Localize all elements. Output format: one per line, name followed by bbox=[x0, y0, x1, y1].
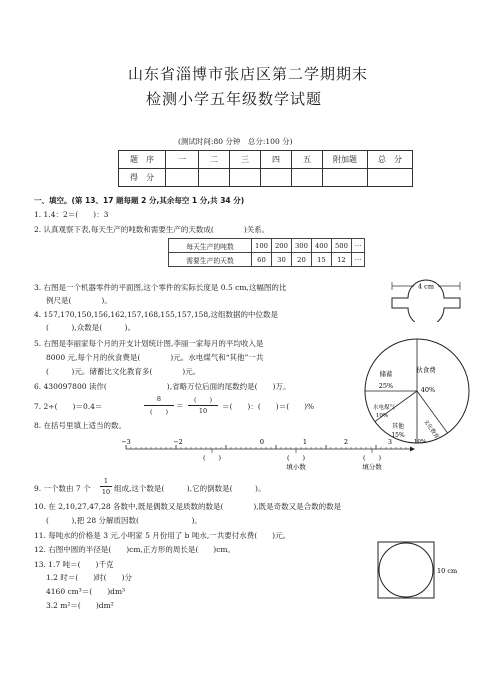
q9-fraction-denominator: 10 bbox=[101, 488, 111, 496]
score-blank-cell[interactable] bbox=[230, 169, 261, 187]
score-table bbox=[118, 150, 413, 187]
q7-fraction-1-denominator: ( ) bbox=[149, 408, 169, 416]
question-13-line-2: 1.2 时＝( )时( )分 bbox=[46, 573, 133, 582]
production-table bbox=[168, 238, 365, 267]
expense-pie-chart bbox=[362, 336, 472, 446]
number-line-blank: ( ) bbox=[362, 454, 382, 462]
tick-label: 3 bbox=[387, 438, 393, 446]
production-cell: ··· bbox=[351, 239, 364, 253]
q7-fraction-2-denominator: 10 bbox=[198, 407, 208, 415]
production-cell: 200 bbox=[271, 239, 291, 253]
question-10-line-2: ( ),把 28 分解质因数( )。 bbox=[46, 516, 202, 525]
circle-figure-dimension: 10 cm bbox=[437, 567, 458, 575]
section-heading: 一、填空。(第 13、17 题每题 2 分,其余每空 1 分,共 34 分) bbox=[34, 196, 245, 205]
score-header-cell: 一 bbox=[166, 151, 199, 169]
number-line-fraction-hint: 填分数 bbox=[362, 463, 382, 471]
q7-equals: ＝ bbox=[176, 401, 184, 410]
pie-label-savings: 储蓄 bbox=[379, 370, 393, 378]
tick-label: 1 bbox=[302, 438, 308, 446]
tick-label: −3 bbox=[121, 438, 131, 446]
score-blank-cell[interactable] bbox=[261, 169, 292, 187]
score-blank-cell[interactable] bbox=[292, 169, 323, 187]
question-3-line-2: 例尺是( )。 bbox=[46, 296, 112, 305]
q7-fraction-2-bar bbox=[188, 405, 218, 406]
pie-label-utilities: 水电煤气 bbox=[372, 405, 396, 411]
pie-value-other: 15% bbox=[391, 432, 405, 439]
question-9-end: 组成,这个数是( ),它的倒数是( )。 bbox=[114, 484, 266, 493]
production-cell: 15 bbox=[311, 253, 331, 267]
pie-label-other: 其他 bbox=[391, 423, 405, 430]
question-5-line-3: ( )元。储蓄比文化教育多( )元。 bbox=[46, 367, 201, 376]
score-label-cell: 得 分 bbox=[119, 169, 166, 187]
score-blank-cell[interactable] bbox=[323, 169, 368, 187]
score-value-row bbox=[119, 169, 413, 187]
score-blank-cell[interactable] bbox=[166, 169, 199, 187]
q7-fraction-1-numerator: 8 bbox=[156, 395, 162, 403]
square-outline bbox=[378, 542, 434, 598]
question-5-line-1: 5. 右图是李丽家每个月的开支计划统计图,李丽一家每月的平均收入是 bbox=[34, 339, 264, 348]
question-10-line-1: 10. 在 2,10,27,47,28 各数中,既是偶数又是质数的数是( ),既是奇数又是合数的数是 bbox=[34, 502, 342, 511]
score-header-cell: 五 bbox=[292, 151, 323, 169]
production-cell: 20 bbox=[291, 253, 311, 267]
question-1: 1. 1.4：2＝( )：3 bbox=[34, 210, 109, 219]
pie-slices bbox=[365, 339, 469, 443]
number-line-blank: ( ) bbox=[202, 454, 222, 462]
tick-label: 0 bbox=[259, 438, 265, 446]
number-line-decimal-hint: 填小数 bbox=[286, 463, 306, 471]
machine-part-figure bbox=[386, 276, 466, 322]
title-line-2: 检测小学五年级数学试题 bbox=[146, 90, 323, 108]
tick-label: −2 bbox=[173, 438, 183, 446]
question-8: 8. 在括号里填上适当的数。 bbox=[34, 421, 127, 430]
production-cell: 30 bbox=[271, 253, 291, 267]
pie-value-education: 10% bbox=[413, 439, 427, 445]
score-header-cell: 题 序 bbox=[119, 151, 166, 169]
pie-label-education: 文化教育 bbox=[422, 418, 440, 441]
pie-value-food: 40% bbox=[420, 386, 436, 394]
score-header-cell: 附加题 bbox=[323, 151, 368, 169]
question-7-end: ＝( )：( )＝( )% bbox=[222, 402, 315, 411]
question-7-start: 7. 2÷( )＝0.4＝ bbox=[34, 402, 103, 411]
question-11: 11. 每吨水的价格是 3 元,小明家 5 月份用了 b 吨水,一共要付水费( )元。 bbox=[34, 531, 291, 540]
number-line bbox=[120, 436, 415, 472]
dimension-label: 4 cm bbox=[417, 282, 435, 291]
production-cell: ··· bbox=[351, 253, 364, 267]
score-header-cell: 三 bbox=[230, 151, 261, 169]
question-5-line-2: 8000 元,每个月的伙食费是( )元。水电煤气和“其他”一共 bbox=[46, 353, 264, 362]
pie-value-utilities: 10% bbox=[375, 413, 389, 419]
question-13-line-4: 3.2 m²＝( )dm² bbox=[46, 601, 114, 610]
q9-fraction-bar bbox=[100, 486, 112, 487]
q7-fraction-2-numerator: ( ) bbox=[193, 396, 213, 404]
score-header-cell: 二 bbox=[199, 151, 230, 169]
production-cell: 60 bbox=[252, 253, 272, 267]
question-13-line-1: 13. 1.7 吨＝( )千克 bbox=[34, 560, 114, 569]
production-cell: 500 bbox=[331, 239, 351, 253]
production-row-tons bbox=[169, 239, 365, 253]
production-row-label: 每天生产的吨数 bbox=[169, 239, 252, 253]
inscribed-circle bbox=[379, 543, 433, 597]
q9-fraction-numerator: 1 bbox=[103, 477, 109, 485]
question-13-line-3: 4160 cm³＝( )dm³ bbox=[46, 587, 126, 596]
q7-fraction-1-bar bbox=[144, 405, 174, 406]
score-blank-cell[interactable] bbox=[368, 169, 413, 187]
question-9-start: 9. 一个数由 7 个 bbox=[34, 484, 91, 493]
exam-info: (测试时间:80 分钟 总分:100 分) bbox=[178, 137, 293, 146]
number-line-arrow bbox=[410, 447, 415, 452]
production-cell: 400 bbox=[311, 239, 331, 253]
production-cell: 300 bbox=[291, 239, 311, 253]
question-6: 6. 430097800 读作( ),省略万位后面的尾数约是( )万。 bbox=[34, 382, 291, 391]
pie-label-food: 伙食费 bbox=[416, 366, 436, 374]
title-line-1: 山东省淄博市张店区第二学期期末 bbox=[128, 65, 369, 83]
score-blank-cell[interactable] bbox=[199, 169, 230, 187]
question-12: 12. 右图中圆的半径是( )cm,正方形的周长是( )cm。 bbox=[34, 545, 236, 554]
score-header-cell: 总 分 bbox=[368, 151, 413, 169]
question-3-line-1: 3. 右图是一个机器零件的平面图,这个零件的实际长度是 0.5 cm,这幅图的比 bbox=[34, 283, 287, 292]
pie-value-savings: 25% bbox=[378, 382, 394, 390]
circle-square-figure bbox=[376, 540, 476, 602]
production-cell: 100 bbox=[252, 239, 272, 253]
production-row-label: 需要生产的天数 bbox=[169, 253, 252, 267]
score-header-cell: 四 bbox=[261, 151, 292, 169]
score-header-row bbox=[119, 151, 413, 169]
number-line-blank: ( ) bbox=[286, 454, 306, 462]
question-4-line-2: ( ),众数是( )。 bbox=[46, 323, 136, 332]
production-cell: 12 bbox=[331, 253, 351, 267]
production-row-days bbox=[169, 253, 365, 267]
tick-label: 2 bbox=[343, 438, 349, 446]
question-2: 2. 认真观察下表,每天生产的吨数和需要生产的天数成( )关系。 bbox=[34, 225, 270, 234]
question-4-line-1: 4. 157,170,150,156,162,157,168,155,157,158,这组数据的中位数是 bbox=[34, 310, 279, 319]
